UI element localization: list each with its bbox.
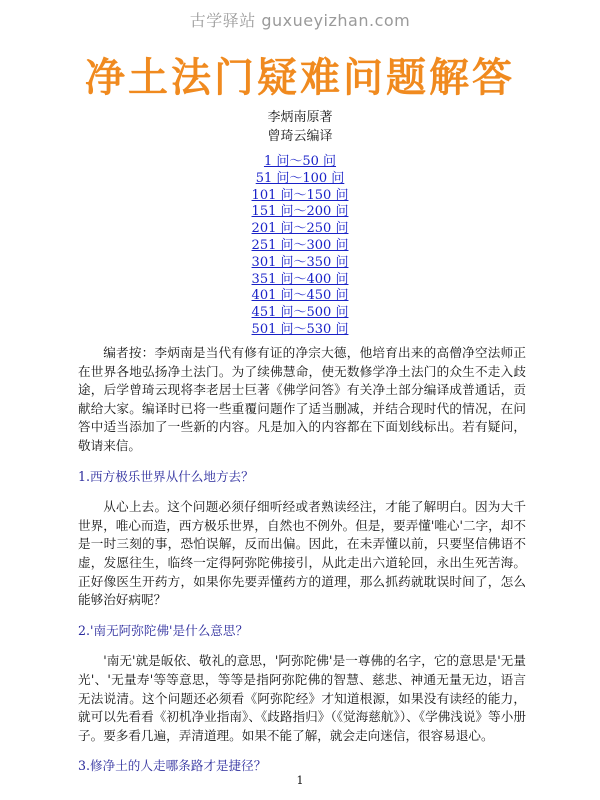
toc-link[interactable]: 451 问～500 问: [251, 305, 349, 321]
page-number: 1: [296, 774, 304, 787]
toc-link[interactable]: 51 问～100 问: [255, 170, 345, 186]
page-title: 净土法门疑难问题解答: [85, 55, 515, 101]
answer-paragraph: '南无'就是皈依、敬礼的意思，'阿弥陀佛'是一尊佛的名字，它的意思是'无量光'、'无量寿'等等意思，等等是指阿弥陀佛的智慧、慈悲、神通无量无边，语言无法说清。这个问题还必须看《阿弥陀经》才知道根源，如果没有读经的能力，就可以先看看《初机净业指南》、《歧路指归》（《觉海慈航》）、《学佛浅说》等小册子。要多看几遍，弄清道理。如果不能了解，就会走向迷信，很容易退心。: [78, 653, 526, 743]
toc-item: [0, 221, 600, 238]
toc-item: [0, 255, 600, 272]
author-line: 李炳南原著: [267, 110, 333, 125]
table-of-contents: [0, 154, 600, 339]
toc-item: [0, 322, 600, 339]
toc-link[interactable]: 101 问～150 问: [251, 187, 349, 203]
toc-link[interactable]: 401 问～450 问: [251, 288, 349, 304]
toc-item: [0, 288, 600, 305]
toc-item: [0, 204, 600, 221]
toc-item: [0, 305, 600, 322]
toc-link[interactable]: 351 问～400 问: [251, 271, 349, 287]
author-block: [0, 108, 600, 146]
editor-line: 曾琦云编译: [267, 129, 333, 144]
toc-item: [0, 188, 600, 205]
toc-link[interactable]: 501 问～530 问: [251, 321, 349, 337]
toc-item: [0, 154, 600, 171]
answer-paragraph: 从心上去。这个问题必须仔细听经或者熟读经注，才能了解明白。因为大千世界，唯心而造，西方极乐世界，自然也不例外。但是，要弄懂'唯心'二字，却不是一时三刻的事，恐怕误解，反而出偏。因此，在未弄懂以前，只要坚信佛语不虚，发愿往生，临终一定得阿弥陀佛接引，从此走出六道轮回，永出生死苦海。正好像医生开药方，如果你先要弄懂药方的道理，那么抓药就耽误时间了，怎么能够治好病呢？: [78, 499, 526, 608]
toc-link[interactable]: 201 问～250 问: [251, 221, 349, 237]
question-heading: 3.修净土的人走哪条路才是捷径？: [78, 758, 267, 774]
toc-link[interactable]: 251 问～300 问: [251, 237, 349, 253]
toc-item: [0, 238, 600, 255]
question-heading: 1.西方极乐世界从什么地方去？: [78, 468, 254, 484]
editor-note-paragraph: 编者按：李炳南是当代有修有证的净宗大德，他培育出来的高僧净空法师正在世界各地弘扬净土法门。为了续佛慧命，使无数修学净土法门的众生不走入歧途，后学曾琦云现将李老居士巨著《佛学问答》有关净土部分编译成普通话，贡献给大家。编译时已将一些重覆问题作了适当删减，并结合现时代的情况，在问答中适当添加了一些新的内容。凡是加入的内容都在下面划线标出。若有疑问，敬请来信。: [78, 345, 526, 453]
document-body: [78, 344, 526, 788]
toc-link[interactable]: 151 问～200 问: [251, 204, 349, 220]
toc-link[interactable]: 1 问～50 问: [263, 154, 337, 169]
toc-item: [0, 171, 600, 188]
question-heading: 2.'南无阿弥陀佛'是什么意思？: [78, 622, 249, 638]
toc-item: [0, 272, 600, 289]
watermark: 古学驿站 guxueyizhan.com: [189, 11, 411, 30]
toc-link[interactable]: 301 问～350 问: [251, 254, 349, 270]
